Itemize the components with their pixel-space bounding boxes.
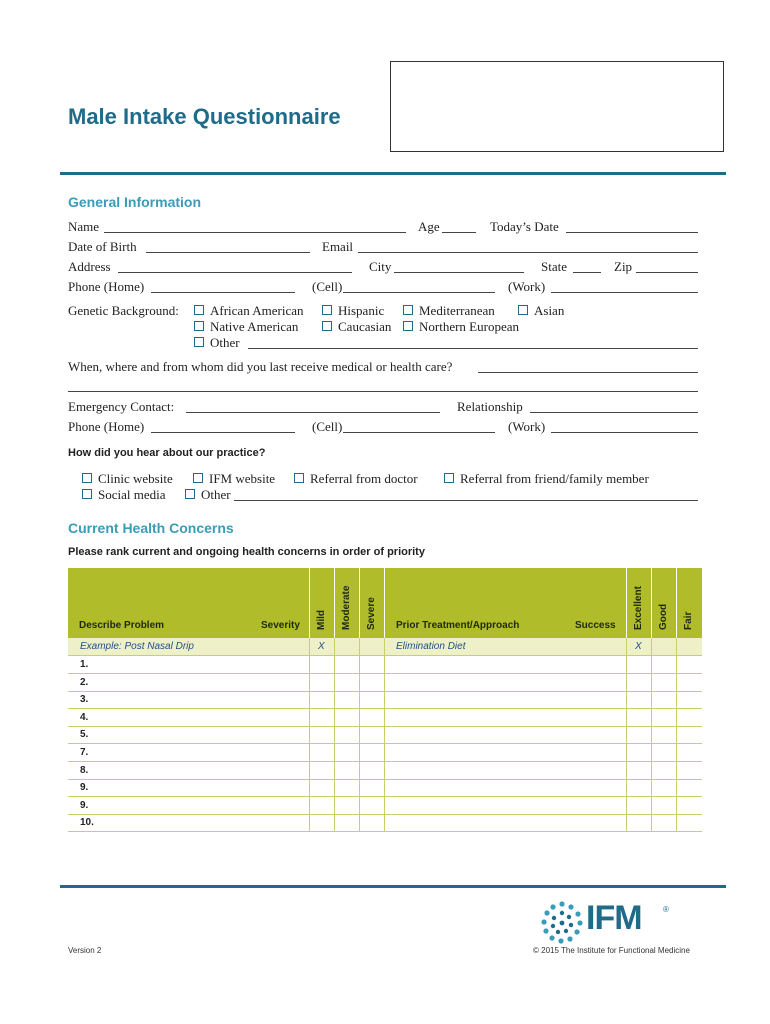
table-cell[interactable]: [359, 709, 360, 726]
table-cell[interactable]: [626, 814, 627, 831]
table-cell[interactable]: [676, 691, 677, 708]
copyright: © 2015 The Institute for Functional Medicine: [533, 946, 690, 955]
table-cell[interactable]: [676, 656, 677, 673]
table-cell[interactable]: [334, 656, 335, 673]
name-label: Name: [68, 219, 100, 234]
email-label: Email: [322, 239, 354, 254]
table-cell[interactable]: [651, 779, 652, 796]
checkbox[interactable]: [518, 305, 528, 315]
age-field[interactable]: [442, 219, 476, 233]
last-care-question: When, where and from whom did you last receive medical or health care?: [68, 359, 453, 374]
phone-cell-label: (Cell): [312, 279, 343, 294]
table-cell[interactable]: [334, 726, 335, 743]
table-cell[interactable]: [309, 674, 310, 691]
table-cell[interactable]: [651, 797, 652, 814]
table-header: [68, 568, 702, 638]
table-row[interactable]: [68, 726, 702, 744]
table-row[interactable]: [68, 709, 702, 727]
example-treatment: Elimination Diet: [396, 641, 466, 652]
example-problem: Example: Post Nasal Drip: [80, 641, 194, 652]
table-cell[interactable]: [334, 779, 335, 796]
col-excellent: Excellent: [633, 586, 644, 630]
table-cell[interactable]: [309, 744, 310, 761]
genetic-option-hispanic[interactable]: Hispanic: [322, 303, 384, 319]
table-cell[interactable]: [626, 779, 627, 796]
checkbox[interactable]: [193, 473, 203, 483]
col-prior-treatment: Prior Treatment/Approach: [396, 620, 520, 631]
table-cell[interactable]: [384, 762, 385, 779]
table-cell[interactable]: [384, 744, 385, 761]
row-number: 10.: [80, 817, 94, 829]
emergency-phone-cell-label: (Cell): [312, 419, 343, 434]
table-cell[interactable]: [651, 656, 652, 673]
state-field[interactable]: [573, 259, 601, 273]
row-number: 4.: [80, 711, 89, 723]
table-cell[interactable]: [309, 779, 310, 796]
table-cell[interactable]: [651, 709, 652, 726]
table-cell[interactable]: [334, 814, 335, 831]
row-number: 2.: [80, 676, 89, 688]
table-cell[interactable]: [676, 797, 677, 814]
col-success: Success: [575, 620, 616, 631]
table-cell[interactable]: [309, 797, 310, 814]
table-cell[interactable]: [309, 762, 310, 779]
table-cell[interactable]: [309, 709, 310, 726]
checkbox[interactable]: [444, 473, 454, 483]
checkbox[interactable]: [322, 321, 332, 331]
genetic-option-african-american[interactable]: African American: [194, 303, 303, 319]
city-field[interactable]: [394, 259, 524, 273]
table-cell[interactable]: [334, 797, 335, 814]
table-cell[interactable]: [626, 726, 627, 743]
table-cell[interactable]: [384, 797, 385, 814]
emergency-phone-home-field[interactable]: [151, 419, 295, 433]
genetic-option-caucasian[interactable]: Caucasian: [322, 319, 391, 335]
city-label: City: [369, 259, 392, 274]
genetic-option-northern-european[interactable]: Northern European: [403, 319, 519, 335]
today-date-field[interactable]: [566, 219, 698, 233]
table-cell[interactable]: [676, 814, 677, 831]
table-cell[interactable]: [309, 726, 310, 743]
table-row[interactable]: [68, 814, 702, 832]
table-row-example: [68, 638, 702, 656]
table-cell[interactable]: [359, 691, 360, 708]
table-cell[interactable]: [626, 691, 627, 708]
table-cell[interactable]: [309, 814, 310, 831]
age-label: Age: [418, 219, 440, 234]
row-number: 5.: [80, 729, 89, 741]
table-cell[interactable]: [626, 674, 627, 691]
row-number: 1.: [80, 659, 89, 670]
row-number: 9.: [80, 782, 89, 794]
table-cell[interactable]: [384, 814, 385, 831]
concerns-heading: Current Health Concerns: [68, 520, 234, 536]
genetic-option-native-american[interactable]: Native American: [194, 319, 298, 335]
dob-field[interactable]: [146, 239, 310, 253]
table-cell[interactable]: [676, 779, 677, 796]
table-cell[interactable]: [309, 656, 310, 673]
table-cell[interactable]: [384, 726, 385, 743]
col-severe: Severe: [366, 597, 377, 630]
emergency-phone-cell-field[interactable]: [343, 419, 495, 433]
emergency-field[interactable]: [186, 399, 440, 413]
email-field[interactable]: [358, 239, 698, 253]
table-cell[interactable]: [626, 797, 627, 814]
state-label: State: [541, 259, 567, 274]
footer-rule: [60, 885, 726, 888]
table-cell[interactable]: [676, 709, 677, 726]
phone-work-label: (Work): [508, 279, 546, 294]
table-cell[interactable]: [384, 691, 385, 708]
table-cell[interactable]: [359, 779, 360, 796]
phone-cell-field[interactable]: [343, 279, 495, 293]
table-cell[interactable]: [676, 674, 677, 691]
referral-option-social-media[interactable]: Social media: [82, 487, 166, 503]
table-cell[interactable]: [359, 656, 360, 673]
table-cell[interactable]: [384, 709, 385, 726]
zip-field[interactable]: [636, 259, 698, 273]
name-field[interactable]: [104, 219, 406, 233]
checkbox[interactable]: [194, 305, 204, 315]
phone-home-field[interactable]: [151, 279, 295, 293]
checkbox[interactable]: [185, 489, 195, 499]
table-row[interactable]: [68, 674, 702, 692]
col-describe-problem: Describe Problem: [79, 620, 165, 631]
address-field[interactable]: [118, 259, 352, 273]
example-severity-mark: X: [318, 641, 325, 652]
table-cell[interactable]: [651, 726, 652, 743]
table-cell[interactable]: [384, 779, 385, 796]
genetic-option-asian[interactable]: Asian: [518, 303, 564, 319]
emergency-label: Emergency Contact:: [68, 399, 175, 414]
logo-box: [390, 61, 724, 152]
relationship-label: Relationship: [457, 399, 523, 414]
table-row[interactable]: [68, 656, 702, 674]
table-cell[interactable]: [626, 709, 627, 726]
table-cell[interactable]: [676, 762, 677, 779]
row-number: 7.: [80, 747, 89, 758]
col-good: Good: [658, 603, 669, 630]
genetic-label: Genetic Background:: [68, 303, 179, 318]
table-cell[interactable]: [359, 814, 360, 831]
table-cell[interactable]: [651, 762, 652, 779]
page-title: Male Intake Questionnaire: [68, 104, 341, 129]
table-row[interactable]: [68, 797, 702, 815]
zip-label: Zip: [614, 259, 633, 274]
last-care-field-2[interactable]: [68, 378, 698, 392]
table-cell[interactable]: [334, 709, 335, 726]
today-date-label: Today’s Date: [490, 219, 559, 234]
checkbox[interactable]: [194, 337, 204, 347]
checkbox[interactable]: [403, 305, 413, 315]
checkbox[interactable]: [82, 489, 92, 499]
emergency-phone-home-label: Phone (Home): [68, 419, 145, 434]
ifm-logo-text: IFM: [586, 899, 642, 937]
referral-option-other[interactable]: Other: [185, 487, 231, 503]
row-number: 9.: [80, 799, 89, 811]
table-cell[interactable]: [359, 726, 360, 743]
ifm-logo-icon: [538, 900, 586, 944]
table-cell[interactable]: [384, 674, 385, 691]
row-number: 8.: [80, 764, 89, 776]
last-care-field[interactable]: [478, 359, 698, 373]
table-row[interactable]: [68, 779, 702, 797]
table-cell[interactable]: [359, 762, 360, 779]
col-severity: Severity: [261, 620, 300, 631]
referral-option-clinic-website[interactable]: Clinic website: [82, 471, 173, 487]
col-moderate: Moderate: [341, 585, 352, 630]
table-cell[interactable]: [359, 744, 360, 761]
emergency-phone-work-label: (Work): [508, 419, 546, 434]
genetic-other-field[interactable]: [248, 335, 698, 349]
table-cell[interactable]: [334, 691, 335, 708]
checkbox[interactable]: [194, 321, 204, 331]
header-rule: [60, 172, 726, 175]
version-label: Version 2: [68, 946, 102, 955]
dob-label: Date of Birth: [68, 239, 137, 254]
col-fair: Fair: [683, 611, 694, 630]
table-cell[interactable]: [626, 656, 627, 673]
table-row[interactable]: [68, 691, 702, 709]
phone-home-label: Phone (Home): [68, 279, 145, 294]
checkbox[interactable]: [403, 321, 413, 331]
table-cell[interactable]: [676, 744, 677, 761]
row-number: 3.: [80, 694, 89, 706]
registered-mark: ®: [663, 905, 669, 914]
table-cell[interactable]: [334, 674, 335, 691]
emergency-phone-work-field[interactable]: [551, 419, 698, 433]
phone-work-field[interactable]: [551, 279, 698, 293]
table-cell[interactable]: [384, 656, 385, 673]
concerns-subheading: Please rank current and ongoing health concerns in order of priority: [68, 546, 425, 558]
genetic-option-mediterranean[interactable]: Mediterranean: [403, 303, 495, 319]
referral-other-field[interactable]: [234, 487, 698, 501]
checkbox[interactable]: [322, 305, 332, 315]
table-cell[interactable]: [676, 726, 677, 743]
table-cell[interactable]: [334, 762, 335, 779]
referral-option-friend-family[interactable]: Referral from friend/family member: [444, 471, 649, 487]
checkbox[interactable]: [82, 473, 92, 483]
table-row[interactable]: [68, 762, 702, 780]
table-cell[interactable]: [626, 762, 627, 779]
table-cell[interactable]: [651, 744, 652, 761]
referral-option-doctor[interactable]: Referral from doctor: [294, 471, 418, 487]
referral-option-ifm-website[interactable]: IFM website: [193, 471, 275, 487]
table-cell[interactable]: [334, 744, 335, 761]
table-cell[interactable]: [651, 814, 652, 831]
table-cell[interactable]: [651, 674, 652, 691]
relationship-field[interactable]: [530, 399, 698, 413]
general-heading: General Information: [68, 194, 202, 210]
example-success-mark: X: [635, 641, 642, 652]
table-cell[interactable]: [626, 744, 627, 761]
table-cell[interactable]: [651, 691, 652, 708]
table-cell[interactable]: [359, 674, 360, 691]
table-cell[interactable]: [359, 797, 360, 814]
checkbox[interactable]: [294, 473, 304, 483]
referral-heading: How did you hear about our practice?: [68, 447, 266, 459]
table-cell[interactable]: [309, 691, 310, 708]
genetic-option-other[interactable]: Other: [194, 335, 240, 351]
table-row[interactable]: [68, 744, 702, 762]
col-mild: Mild: [316, 610, 327, 630]
address-label: Address: [68, 259, 111, 274]
